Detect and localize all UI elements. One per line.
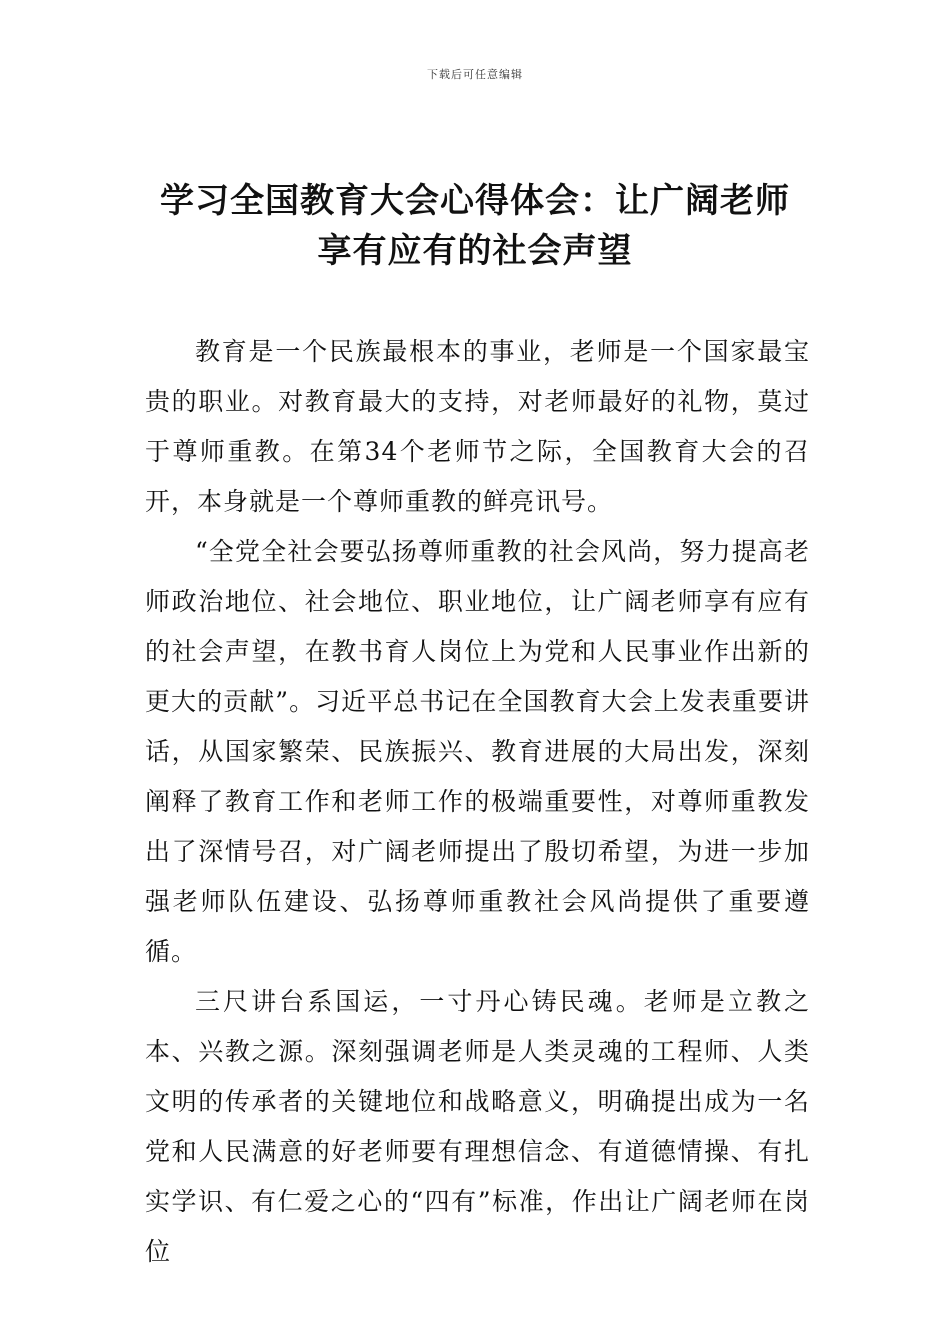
title-line-2: 享有应有的社会声望 — [317, 231, 633, 271]
paragraph-1: 教育是一个民族最根本的事业，老师是一个国家最宝贵的职业。对教育最大的支持，对老师最好的礼物，莫过于尊师重教。在第34个老师节之际，全国教育大会的召开，本身就是一个尊师重教的鲜亮讯号。 — [145, 337, 810, 516]
title-line-1: 学习全国教育大会心得体会：让广阔老师 — [160, 181, 790, 221]
document-body — [145, 327, 810, 1277]
paragraph-2: “全党全社会要弘扬尊师重教的社会风尚，努力提高老师政治地位、社会地位、职业地位，让广阔老师享有应有的社会声望，在教书育人岗位上为党和人民事业作出新的更大的贡献”。习近平总书记在全国教育大会上发表重要讲话，从国家繁荣、民族振兴、教育进展的大局出发，深刻阐释了教育工作和老师工作的极端重要性，对尊师重教发出了深情号召，对广阔老师提出了殷切希望，为进一步加强老师队伍建设、弘扬尊师重教社会风尚提供了重要遵循。 — [145, 537, 810, 966]
header-note: 下载后可任意编辑 — [427, 68, 523, 81]
paragraph-3: 三尺讲台系国运，一寸丹心铸民魂。老师是立教之本、兴教之源。深刻强调老师是人类灵魂的工程师、人类文明的传承者的关键地位和战略意义，明确提出成为一名党和人民满意的好老师要有理想信念、有道德情操、有扎实学识、有仁爱之心的“四有”标准，作出让广阔老师在岗位 — [145, 987, 810, 1266]
document-title — [120, 176, 830, 276]
